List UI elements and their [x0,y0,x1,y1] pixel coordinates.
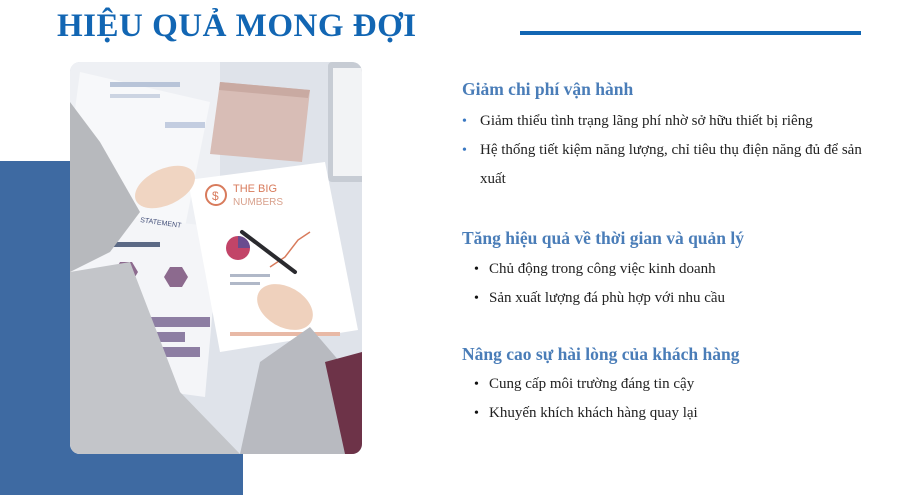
svg-text:$: $ [212,189,219,203]
report-heading: THE BIG [233,183,278,195]
bullet-icon: • [474,262,479,277]
list-item: • Giảm thiểu tình trạng lãng phí nhờ sở hữu thiết bị riêng [462,107,872,136]
list-item: • Sản xuất lượng đá phù hợp với nhu cầu [462,284,872,313]
business-report-photo [70,62,362,454]
statement-label: STATEMENT [139,217,182,230]
section-heading-cost: Giảm chi phí vận hành [462,79,634,99]
bullet-icon: • [474,406,479,421]
section-list-satisfaction [462,370,872,428]
title-divider [520,31,861,35]
list-item: • Chủ động trong công việc kinh doanh [462,255,872,284]
page-title: HIỆU QUẢ MONG ĐỢI [57,8,417,44]
section-list-efficiency [462,255,872,313]
bullet-icon: • [474,291,479,306]
report-subheading: NUMBERS [233,197,284,208]
list-item: • Hệ thống tiết kiệm năng lượng, chỉ tiêu thụ điện năng đủ để sản xuất [462,136,872,194]
list-item: • Cung cấp môi trường đáng tin cậy [462,370,872,399]
bullet-icon: • [462,143,467,158]
list-item: • Khuyến khích khách hàng quay lại [462,399,872,428]
bullet-icon: • [462,114,467,129]
section-heading-satisfaction: Nâng cao sự hài lòng của khách hàng [462,344,740,364]
section-list-cost [462,107,872,194]
bullet-icon: • [474,377,479,392]
section-heading-efficiency: Tăng hiệu quả về thời gian và quản lý [462,228,744,248]
